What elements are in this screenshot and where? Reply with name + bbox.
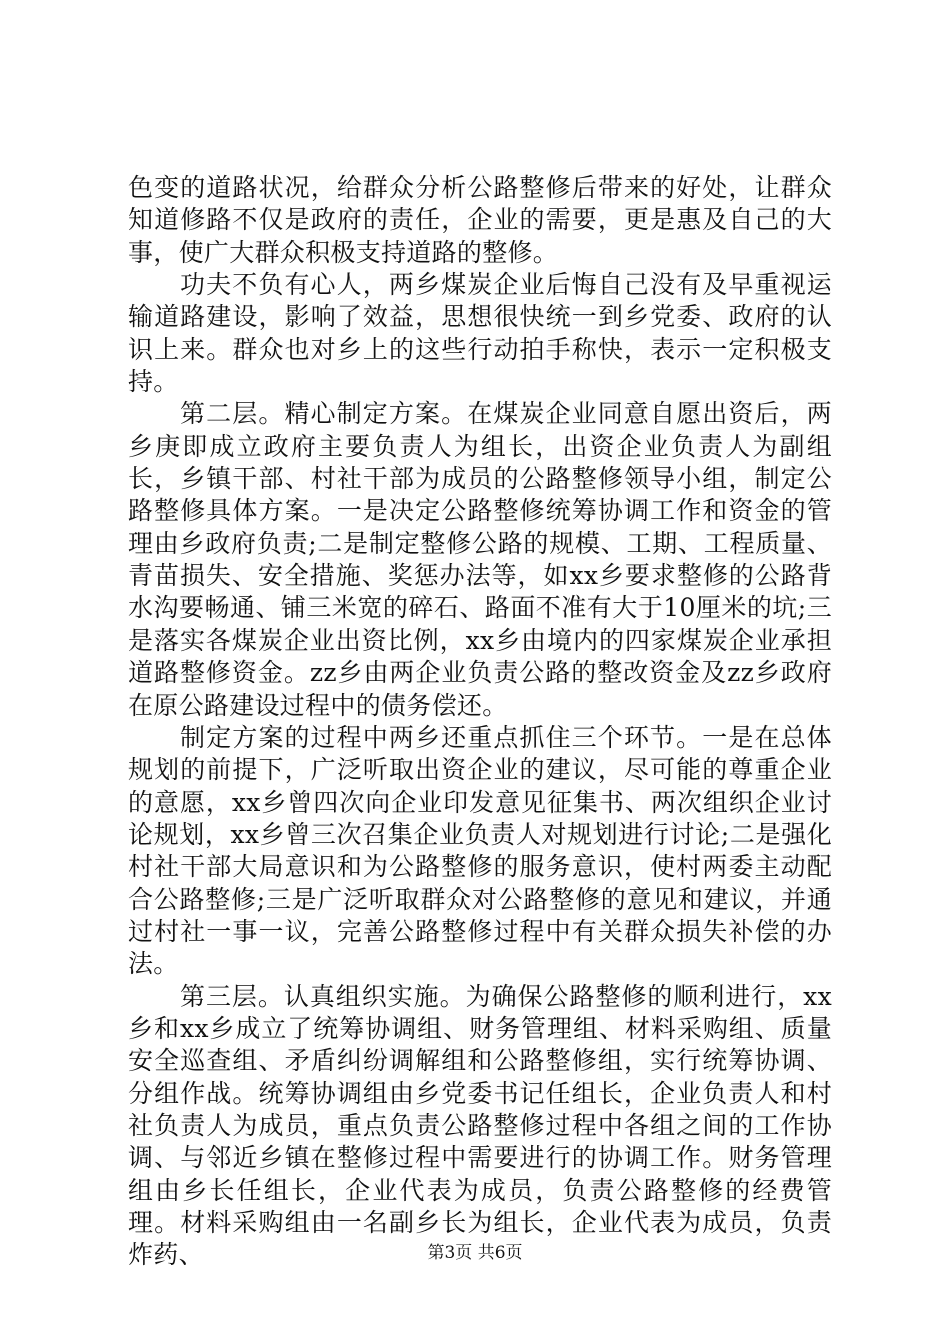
paragraph-4: 制定方案的过程中两乡还重点抓住三个环节。一是在总体规划的前提下，广泛听取出资企业的建议，尽可能的尊重企业的意愿，xx乡曾四次向企业印发意见征集书、两次组织企业讨论规划，xx乡曾三次召集企业负责人对规划进行讨论;二是强化村社干部大局意识和为公路整修的服务意识，使村两委主动配合公路整修;三是广泛听取群众对公路整修的意见和建议，并通过村社一事一议，完善公路整修过程中有关群众损失补偿的办法。 — [128, 722, 832, 979]
page-number-footer: 第3页 共6页 — [427, 1243, 523, 1263]
document-body — [128, 172, 832, 1272]
paragraph-5: 第三层。认真组织实施。为确保公路整修的顺利进行，xx乡和xx乡成立了统筹协调组、财务管理组、材料采购组、质量安全巡查组、矛盾纠纷调解组和公路整修组，实行统筹协调、分组作战。统筹协调组由乡党委书记任组长，企业负责人和村社负责人为成员，重点负责公路整修过程中各组之间的工作协调、与邻近乡镇在整修过程中需要进行的协调工作。财务管理组由乡长任组长，企业代表为成员，负责公路整修的经费管理。材料采购组由一名副乡长为组长，企业代表为成员，负责炸药、 — [128, 981, 832, 1270]
paragraph-2: 功夫不负有心人，两乡煤炭企业后悔自己没有及早重视运输道路建设，影响了效益，思想很快统一到乡党委、政府的认识上来。群众也对乡上的这些行动拍手称快，表示一定积极支持。 — [128, 270, 832, 397]
paragraph-3: 第二层。精心制定方案。在煤炭企业同意自愿出资后，两乡庚即成立政府主要负责人为组长，出资企业负责人为副组长，乡镇干部、村社干部为成员的公路整修领导小组，制定公路整修具体方案。一是决定公路整修统筹协调工作和资金的管理由乡政府负责;二是制定整修公路的规模、工期、工程质量、青苗损失、安全措施、奖惩办法等，如xx乡要求整修的公路背水沟要畅通、铺三米宽的碎石、路面不准有大于10厘米的坑;三是落实各煤炭企业出资比例，xx乡由境内的四家煤炭企业承担道路整修资金。zz乡由两企业负责公路的整改资金及zz乡政府在原公路建设过程中的债务偿还。 — [128, 399, 832, 720]
paragraph-1: 色变的道路状况，给群众分析公路整修后带来的好处，让群众知道修路不仅是政府的责任，企业的需要，更是惠及自己的大事，使广大群众积极支持道路的整修。 — [128, 173, 832, 267]
